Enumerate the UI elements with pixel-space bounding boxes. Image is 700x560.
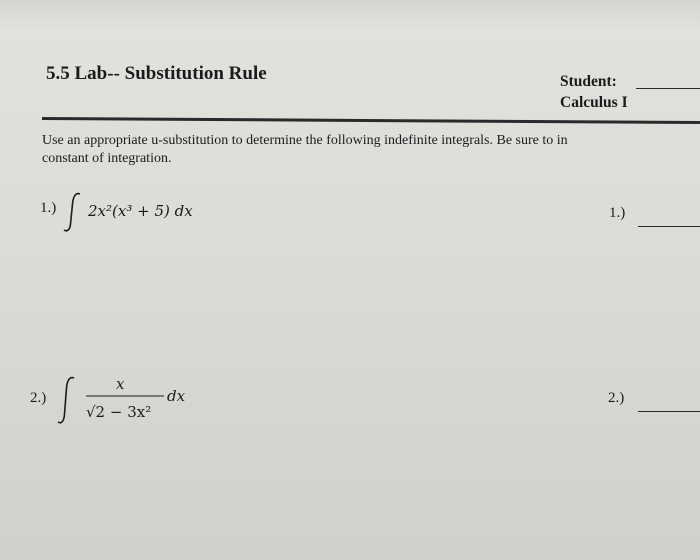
course-label: Calculus I bbox=[560, 94, 628, 111]
instructions-line-2: constant of integration. bbox=[42, 151, 172, 166]
student-label: Student: bbox=[560, 73, 617, 90]
problem-1-number: 1.) bbox=[40, 200, 57, 216]
integral-sign-icon bbox=[64, 194, 80, 231]
answer-2-label: 2.) bbox=[608, 390, 625, 406]
instructions bbox=[42, 132, 700, 168]
problem-2-denominator: √2 − 3x² bbox=[86, 403, 152, 421]
problem-1-integral bbox=[62, 188, 242, 243]
problem-2-integral bbox=[56, 372, 216, 437]
top-shadow bbox=[0, 0, 700, 30]
problem-2-differential: dx bbox=[167, 387, 186, 405]
integral-sign-icon bbox=[58, 378, 74, 423]
problem-1-integrand: 2x²(x³ + 5) dx bbox=[88, 202, 193, 220]
student-name-blank[interactable] bbox=[636, 88, 700, 89]
worksheet-title: 5.5 Lab-- Substitution Rule bbox=[46, 63, 267, 84]
header-divider bbox=[42, 117, 700, 124]
problem-2-number: 2.) bbox=[30, 390, 47, 406]
problem-2-numerator: x bbox=[116, 375, 125, 393]
answer-1-label: 1.) bbox=[609, 205, 626, 221]
instructions-line-1: Use an appropriate u-substitution to determine the following indefinite integrals. Be sure to in bbox=[42, 133, 568, 148]
answer-1-blank[interactable] bbox=[638, 226, 700, 227]
answer-2-blank[interactable] bbox=[638, 411, 700, 412]
